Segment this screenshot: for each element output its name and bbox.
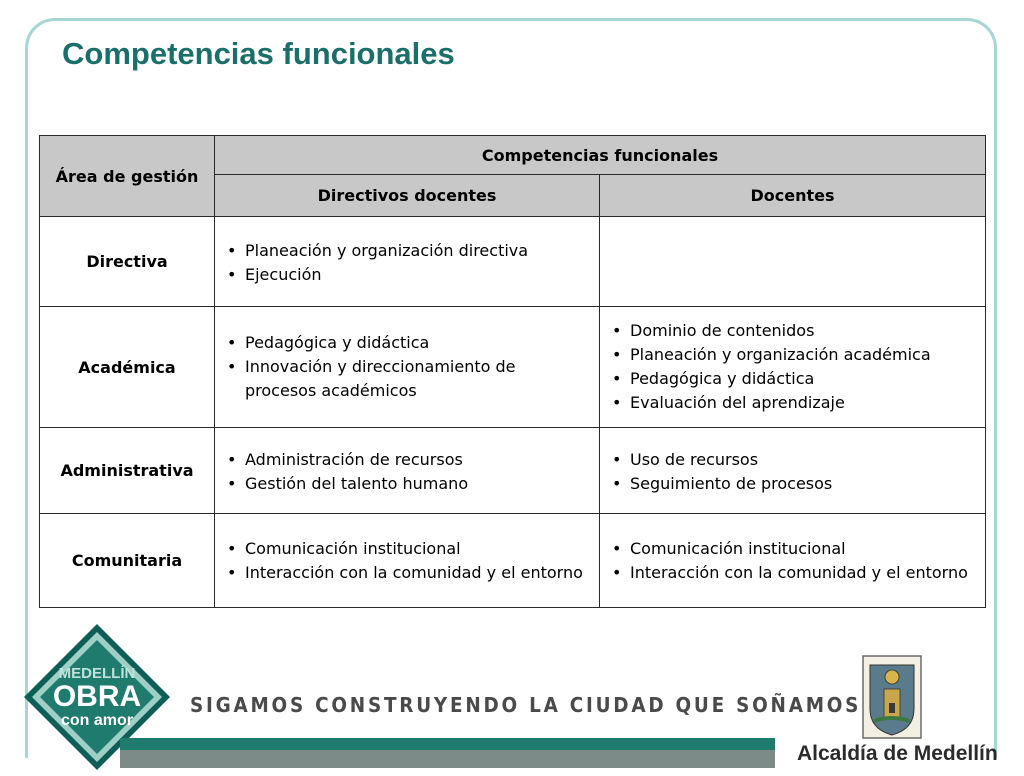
directivos-cell (215, 217, 600, 307)
table-row (40, 514, 986, 608)
list-item: • Pedagógica y didáctica (225, 331, 591, 355)
list-item: • Dominio de contenidos (610, 319, 977, 343)
footer-bar-gray (120, 750, 775, 768)
list-item: • Evaluación del aprendizaje (610, 391, 977, 415)
logo-text-obra: OBRA (52, 680, 142, 713)
directivos-cell (215, 514, 600, 608)
list-item: • Pedagógica y didáctica (610, 367, 977, 391)
docentes-cell (600, 514, 986, 608)
area-cell: Directiva (40, 217, 215, 307)
footer-slogan: SIGAMOS CONSTRUYENDO LA CIUDAD QUE SOÑAMOS (190, 693, 862, 717)
area-cell: Administrativa (40, 428, 215, 514)
list-item: • Uso de recursos (610, 448, 977, 472)
slide-title: Competencias funcionales (62, 36, 455, 71)
footer-bar-green (120, 738, 775, 750)
area-cell: Académica (40, 307, 215, 428)
directivos-cell (215, 428, 600, 514)
directivos-cell (215, 307, 600, 428)
medellin-crest-icon (862, 655, 922, 739)
list-item: • Interacción con la comunidad y el entorno (610, 561, 977, 585)
list-item: • Ejecución (225, 263, 591, 287)
table-row (40, 428, 986, 514)
col-header-directivos: Directivos docentes (215, 175, 600, 217)
group-header: Competencias funcionales (215, 136, 986, 175)
alcaldia-label: Alcaldía de Medellín (797, 742, 998, 765)
list-item: • Gestión del talento humano (225, 472, 591, 496)
table-row (40, 217, 986, 307)
competencias-table (39, 135, 986, 608)
list-item: • Interacción con la comunidad y el entorno (225, 561, 591, 585)
list-item: • Seguimiento de procesos (610, 472, 977, 496)
docentes-cell (600, 307, 986, 428)
list-item: • Planeación y organización directiva (225, 239, 591, 263)
logo-text-medellin: MEDELLÍN (58, 665, 136, 682)
list-item: • Comunicación institucional (610, 537, 977, 561)
docentes-cell (600, 217, 986, 307)
area-header: Área de gestión (40, 136, 215, 217)
logo-text-con-amor: con amor (60, 712, 134, 729)
col-header-docentes: Docentes (600, 175, 986, 217)
docentes-cell (600, 428, 986, 514)
list-item: • Planeación y organización académica (610, 343, 977, 367)
area-cell: Comunitaria (40, 514, 215, 608)
table-row (40, 307, 986, 428)
list-item: • Comunicación institucional (225, 537, 591, 561)
list-item: • Innovación y direccionamiento de procesos académicos (225, 355, 591, 403)
list-item: • Administración de recursos (225, 448, 591, 472)
